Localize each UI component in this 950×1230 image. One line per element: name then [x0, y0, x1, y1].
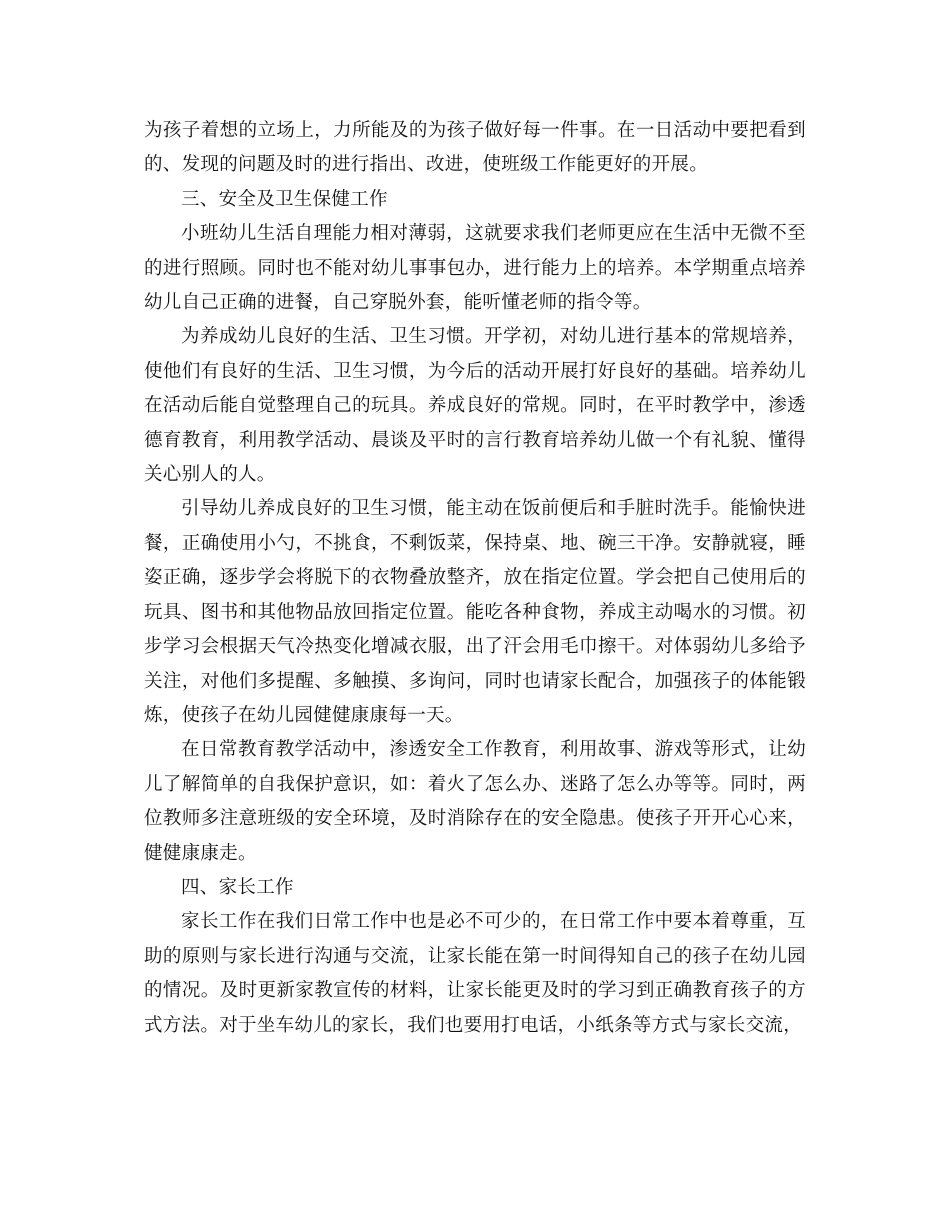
paragraph-safety-education: 在日常教育教学活动中，渗透安全工作教育，利用故事、游戏等形式，让幼儿了解简单的自我保护意识，如：着火了怎么办、迷路了怎么办等等。同时，两位教师多注意班级的安全环境，及时消除存在的安全隐患。使孩子开开心心来，健健康康走。 — [144, 739, 806, 864]
paragraph-habits: 为养成幼儿良好的生活、卫生习惯。开学初，对幼儿进行基本的常规培养，使他们有良好的生活、卫生习惯，为今后的活动开展打好良好的基础。培养幼儿在活动后能自觉整理自己的玩具。养成良好的常规。同时，在平时教学中，渗透德育教育，利用教学活动、晨谈及平时的言行教育培养幼儿做一个有礼貌、懂得关心别人的人。 — [144, 326, 806, 486]
document-body — [144, 114, 806, 1043]
section-heading-parents: 四、家长工作 — [181, 876, 294, 898]
section-heading-safety-health: 三、安全及卫生保健工作 — [181, 188, 388, 210]
continuation-paragraph: 为孩子着想的立场上，力所能及的为孩子做好每一件事。在一日活动中要把看到的、发现的问题及时的进行指出、改进，使班级工作能更好的开展。 — [144, 120, 806, 176]
paragraph-self-care: 小班幼儿生活自理能力相对薄弱，这就要求我们老师更应在生活中无微不至的进行照顾。同时也不能对幼儿事事包办，进行能力上的培养。本学期重点培养幼儿自己正确的进餐，自己穿脱外套，能听懂老师的指令等。 — [144, 223, 806, 314]
paragraph-parent-work: 家长工作在我们日常工作中也是必不可少的，在日常工作中要本着尊重，互助的原则与家长进行沟通与交流，让家长能在第一时间得知自己的孩子在幼儿园的情况。及时更新家教宣传的材料，让家长能更及时的学习到正确教育孩子的方式方法。对于坐车幼儿的家长，我们也要用打电话，小纸条等方式与家长交流， — [144, 911, 806, 1036]
paragraph-hygiene: 引导幼儿养成良好的卫生习惯，能主动在饭前便后和手脏时洗手。能愉快进餐，正确使用小勺，不挑食，不剩饭菜，保持桌、地、碗三干净。安静就寝，睡姿正确，逐步学会将脱下的衣物叠放整齐，放在指定位置。学会把自己使用后的玩具、图书和其他物品放回指定位置。能吃各种食物，养成主动喝水的习惯。初步学习会根据天气冷热变化增减衣服，出了汗会用毛巾擦干。对体弱幼儿多给予关注，对他们多提醒、多触摸、多询问，同时也请家长配合，加强孩子的体能锻炼，使孩子在幼儿园健健康康每一天。 — [144, 498, 806, 726]
